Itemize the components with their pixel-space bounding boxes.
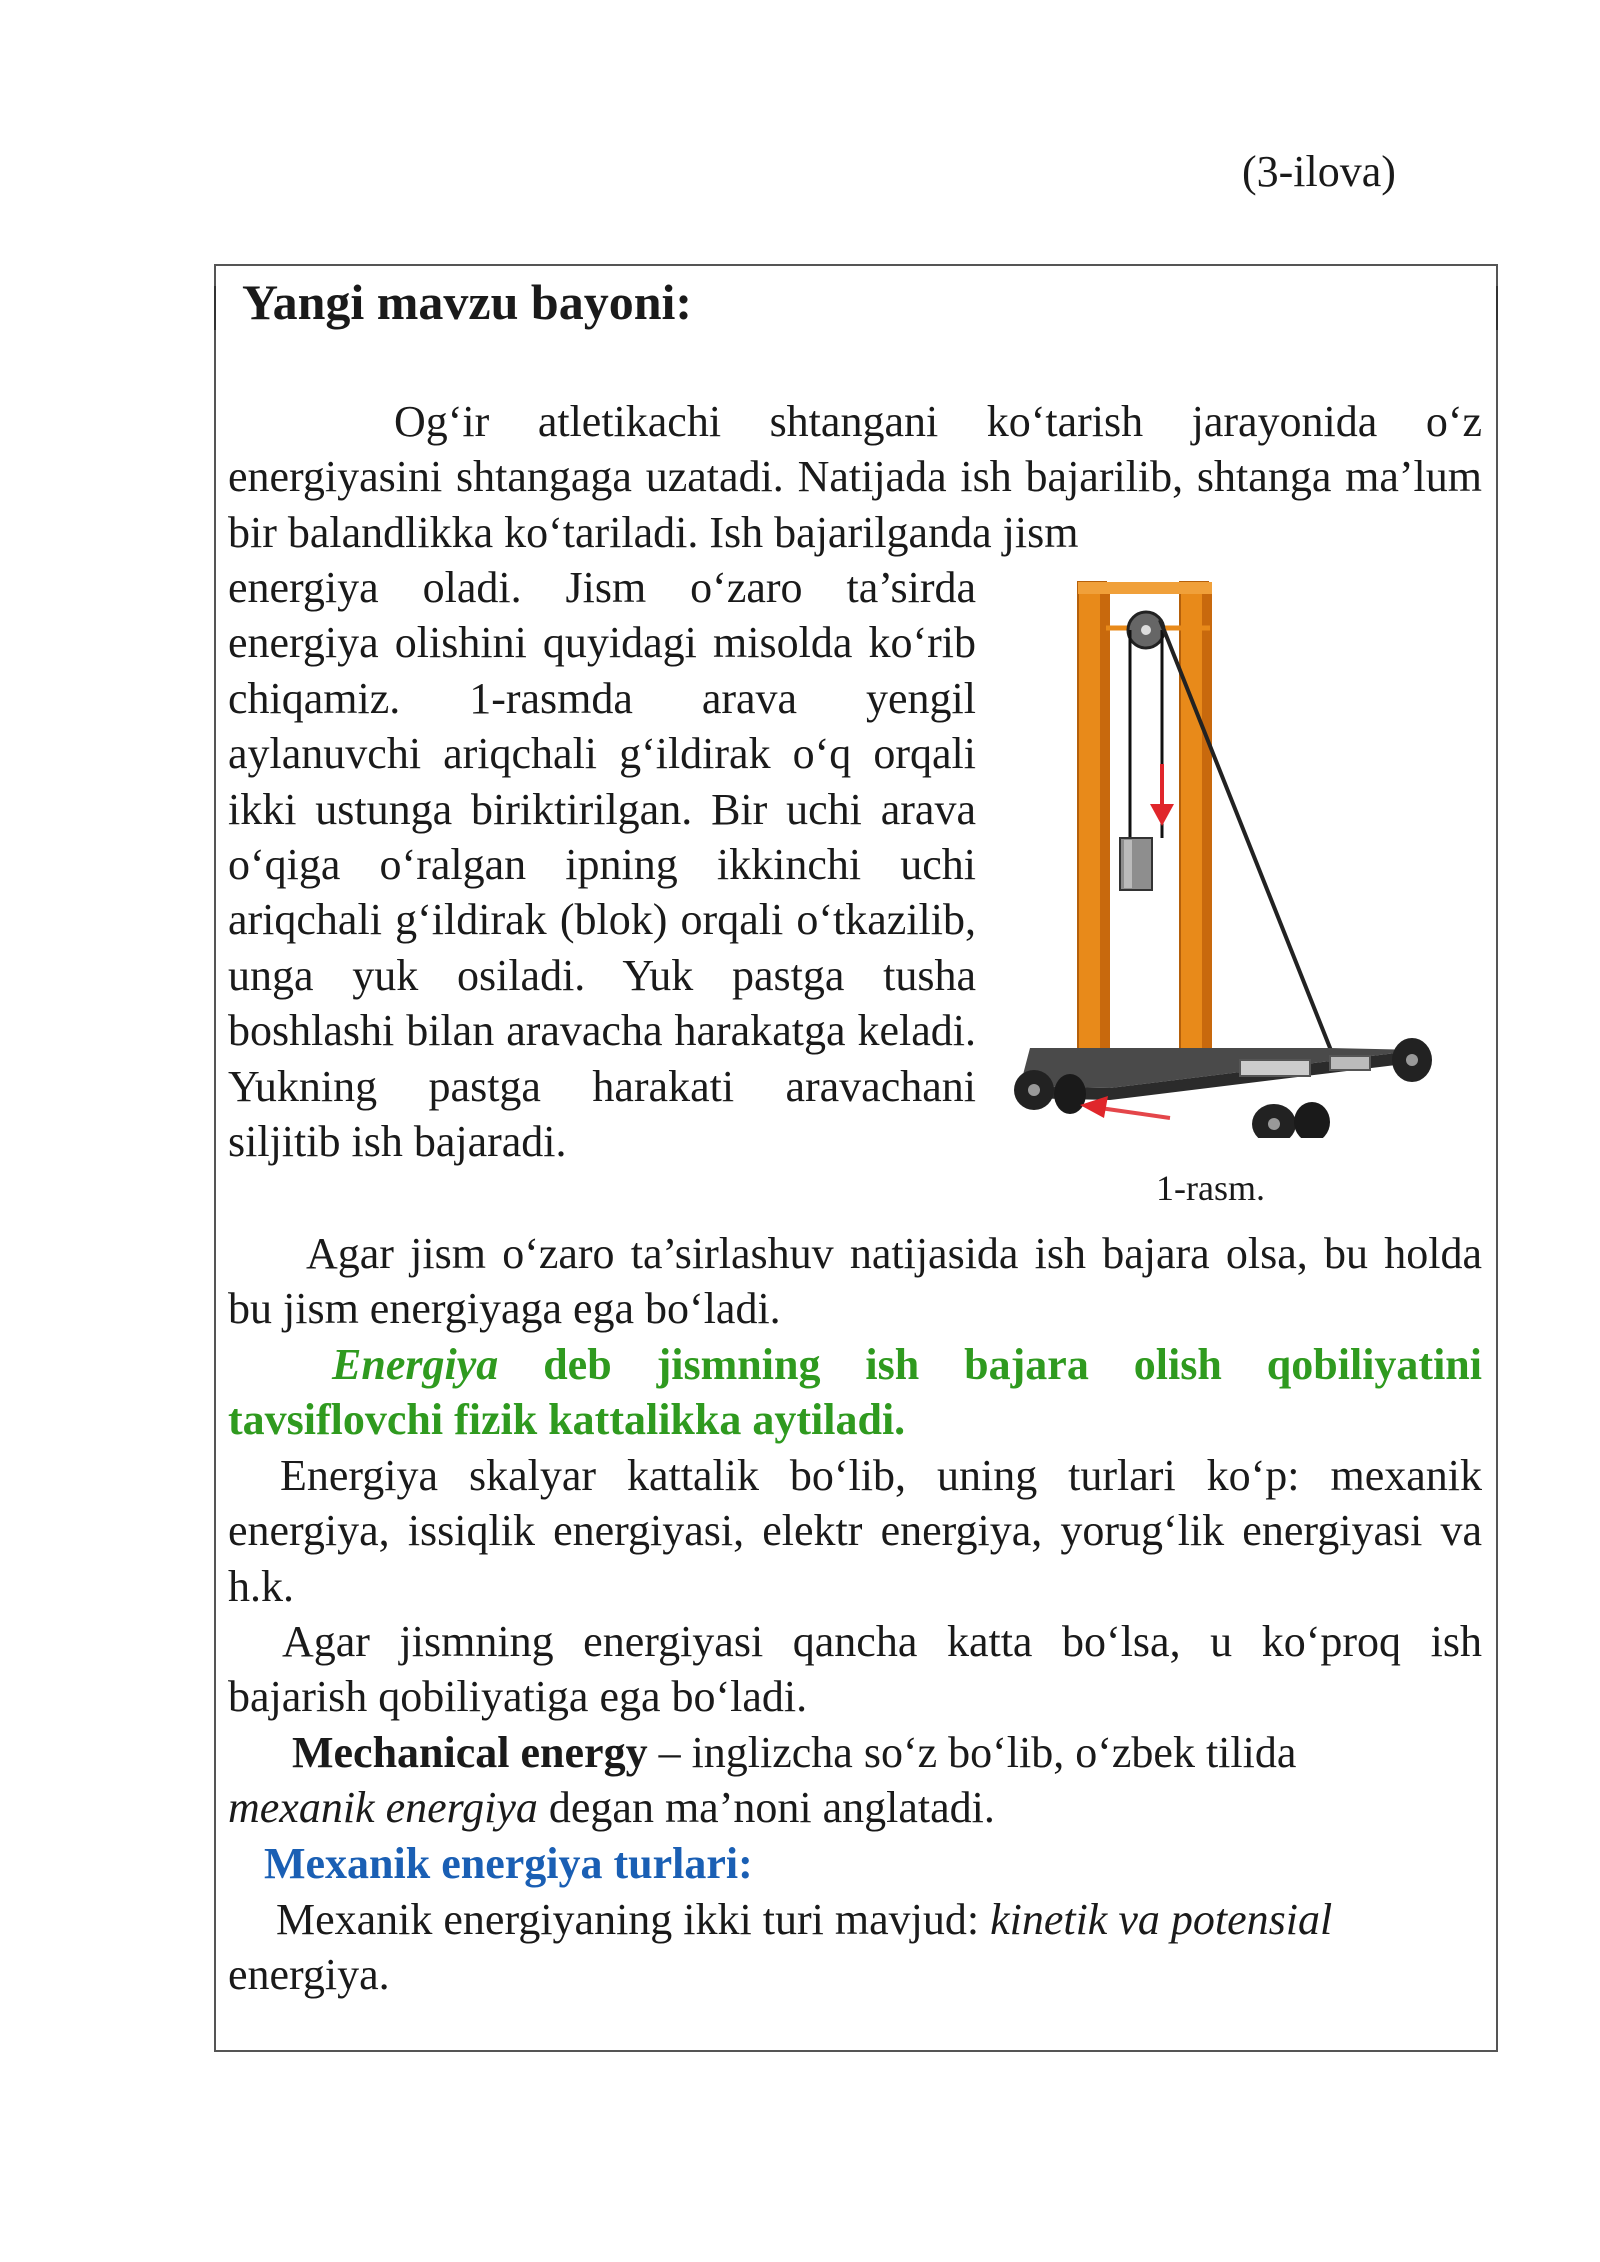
more-energy-paragraph: Agar jismning energiyasi qancha katta bo‘lsa, u ko‘proq ish bajarish qobiliyatiga ega bo‘ladi. bbox=[228, 1617, 1482, 1722]
definition-text: deb jismning ish bajara olish qobiliyatini tavsiflovchi fizik kattalikka aytiladi. bbox=[228, 1340, 1482, 1445]
kinds-paragraph bbox=[228, 1892, 1482, 2003]
definition-term: Energiya bbox=[332, 1340, 499, 1389]
cart-with-pulley-illustration bbox=[1010, 578, 1450, 1138]
english-term-italic: mexanik energiya bbox=[228, 1783, 538, 1833]
kinds-text-italic: kinetik va potensial bbox=[990, 1895, 1333, 1944]
kinds-text-end: energiya. bbox=[228, 1950, 390, 2000]
side-paragraph: energiya oladi. Jism o‘zaro ta’sirda energiya olishini quyidagi misolda ko‘rib chiqamiz. 1-rasmda arava yengil aylanuvchi ariqchali g‘ildirak o‘q orqali ikki ustunga biriktirilgan. Bir uchi arava o‘qiga o‘ralgan ipning ikkinchi uchi ariqchali g‘ildirak (blok) orqali o‘tkazilib, unga yuk osiladi. Yuk pastga tusha boshlashi bilan aravacha harakatga keladi. Yukning pastga harakati aravachani siljitib ish bajaradi. bbox=[228, 563, 976, 1167]
figure-caption: 1-rasm. bbox=[1156, 1168, 1265, 1208]
english-term: Mechanical energy bbox=[292, 1728, 648, 1777]
work-paragraph: Agar jism o‘zaro ta’sirlashuv natijasida ish bajara olsa, bu holda bu jism energiyaga ega bo‘ladi. bbox=[228, 1229, 1482, 1334]
definition-paragraph bbox=[228, 1337, 1482, 1448]
annex-label: (3-ilova) bbox=[1242, 147, 1396, 196]
energy-types-paragraph: Energiya skalyar kattalik bo‘lib, uning turlari ko‘p: mexanik energiya, issiqlik energiyasi, elektr energiya, yorug‘lik energiyasi va h.k. bbox=[228, 1451, 1482, 1611]
mechanical-energy-subheading: Mexanik energiya turlari: bbox=[264, 1839, 753, 1888]
frame-mark-left bbox=[214, 286, 216, 330]
kinds-text-start: Mexanik energiyaning ikki turi mavjud: bbox=[276, 1895, 991, 1944]
intro-text: Og‘ir atletikachi shtangani ko‘tarish jarayonida o‘z energiyasini shtangaga uzatadi. Natijada ish bajarilib, shtanga ma’lum bir balandlikka ko‘tariladi. Ish bajarilganda jism bbox=[228, 397, 1482, 557]
frame-mark-right bbox=[1496, 286, 1498, 330]
english-term-paragraph bbox=[228, 1725, 1482, 1836]
english-term-end: degan ma’noni anglatadi. bbox=[537, 1783, 995, 1833]
intro-paragraph bbox=[228, 394, 1482, 560]
cart-pulley-figure bbox=[1010, 578, 1450, 1138]
section-heading: Yangi mavzu bayoni: bbox=[242, 274, 693, 330]
english-term-middle: – inglizcha so‘z bo‘lib, o‘zbek tilida bbox=[647, 1728, 1297, 1777]
